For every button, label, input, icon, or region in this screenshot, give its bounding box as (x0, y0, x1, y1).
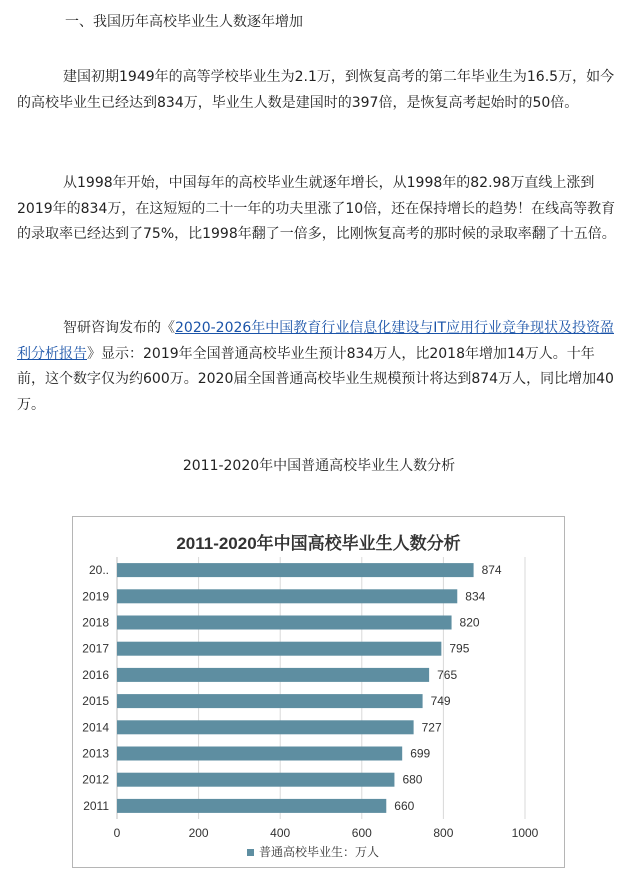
y-tick-label: 2015 (82, 694, 109, 709)
paragraph-3-prefix: 智研咨询发布的《 (63, 320, 175, 336)
x-tick-label: 800 (433, 826, 454, 840)
y-tick-label: 2011 (83, 798, 109, 813)
bar (117, 668, 429, 682)
data-label: 834 (465, 589, 486, 604)
data-label: 820 (459, 615, 480, 630)
chart-legend (247, 843, 379, 860)
legend-label: 普通高校毕业生：万人 (259, 845, 380, 859)
bar (117, 589, 457, 603)
legend-swatch (247, 849, 254, 856)
y-tick-label: 2019 (82, 589, 109, 604)
x-tick-label: 1000 (511, 826, 539, 840)
bar (117, 694, 423, 708)
x-tick-label: 0 (113, 826, 121, 840)
section-heading: 一、我国历年高校毕业生人数逐年增加 (65, 14, 303, 30)
bar (117, 720, 414, 734)
y-tick-label: 20.. (88, 563, 109, 578)
chart-title: 2011-2020年中国高校毕业生人数分析 (176, 534, 461, 553)
bar (117, 773, 394, 787)
x-tick-label: 400 (270, 826, 291, 840)
y-tick-label: 2012 (82, 772, 109, 787)
y-tick-label: 2013 (82, 746, 109, 761)
paragraph-2: 从1998年开始，中国每年的高校毕业生就逐年增长，从1998年的82.98万直线上涨到2019年的834万，在这短短的二十一年的功夫里涨了10倍，还在保持增长的趋势！在线高等教育的录取率已经达到了75%，比1998年翻了一倍多，比刚恢复高考的那时候的录取率翻了十五倍。 (17, 175, 616, 242)
bar (117, 747, 402, 761)
bar (117, 616, 452, 630)
bar (117, 799, 386, 813)
data-label: 874 (481, 563, 502, 578)
data-label: 795 (449, 641, 470, 656)
chart-caption: 2011-2020年中国普通高校毕业生人数分析 (182, 458, 456, 474)
paragraph-1: 建国初期1949年的高等学校毕业生为2.1万，到恢复高考的第二年毕业生为16.5万，如今的高校毕业生已经达到834万，毕业生人数是建国时的397倍，是恢复高考起始时的50倍。 (17, 69, 615, 111)
y-tick-label: 2018 (82, 615, 109, 630)
bar-chart (73, 517, 564, 867)
y-tick-label: 2017 (82, 641, 109, 656)
y-tick-label: 2016 (82, 667, 109, 682)
x-tick-label: 600 (351, 826, 372, 840)
data-label: 765 (437, 667, 458, 682)
data-label: 727 (421, 720, 442, 735)
data-label: 680 (402, 772, 423, 787)
paragraph-3 (17, 316, 620, 418)
chart-frame (72, 516, 565, 868)
report-link[interactable]: 2020-2026年中国教育行业信息化建设与IT应用行业竞争现状及投资盈利分析报告 (17, 320, 614, 362)
data-label: 699 (410, 746, 431, 761)
bar (117, 563, 474, 577)
bar (117, 642, 441, 656)
data-label: 749 (430, 694, 451, 709)
x-tick-label: 200 (188, 826, 209, 840)
y-tick-label: 2014 (82, 720, 109, 735)
data-label: 660 (394, 798, 415, 813)
paragraph-3-suffix: 》显示：2019年全国普通高校毕业生预计834万人，比2018年增加14万人。十年前，这个数字仅为约600万。2020届全国普通高校毕业生规模预计将达到874万人，同比增加40万。 (17, 345, 614, 413)
